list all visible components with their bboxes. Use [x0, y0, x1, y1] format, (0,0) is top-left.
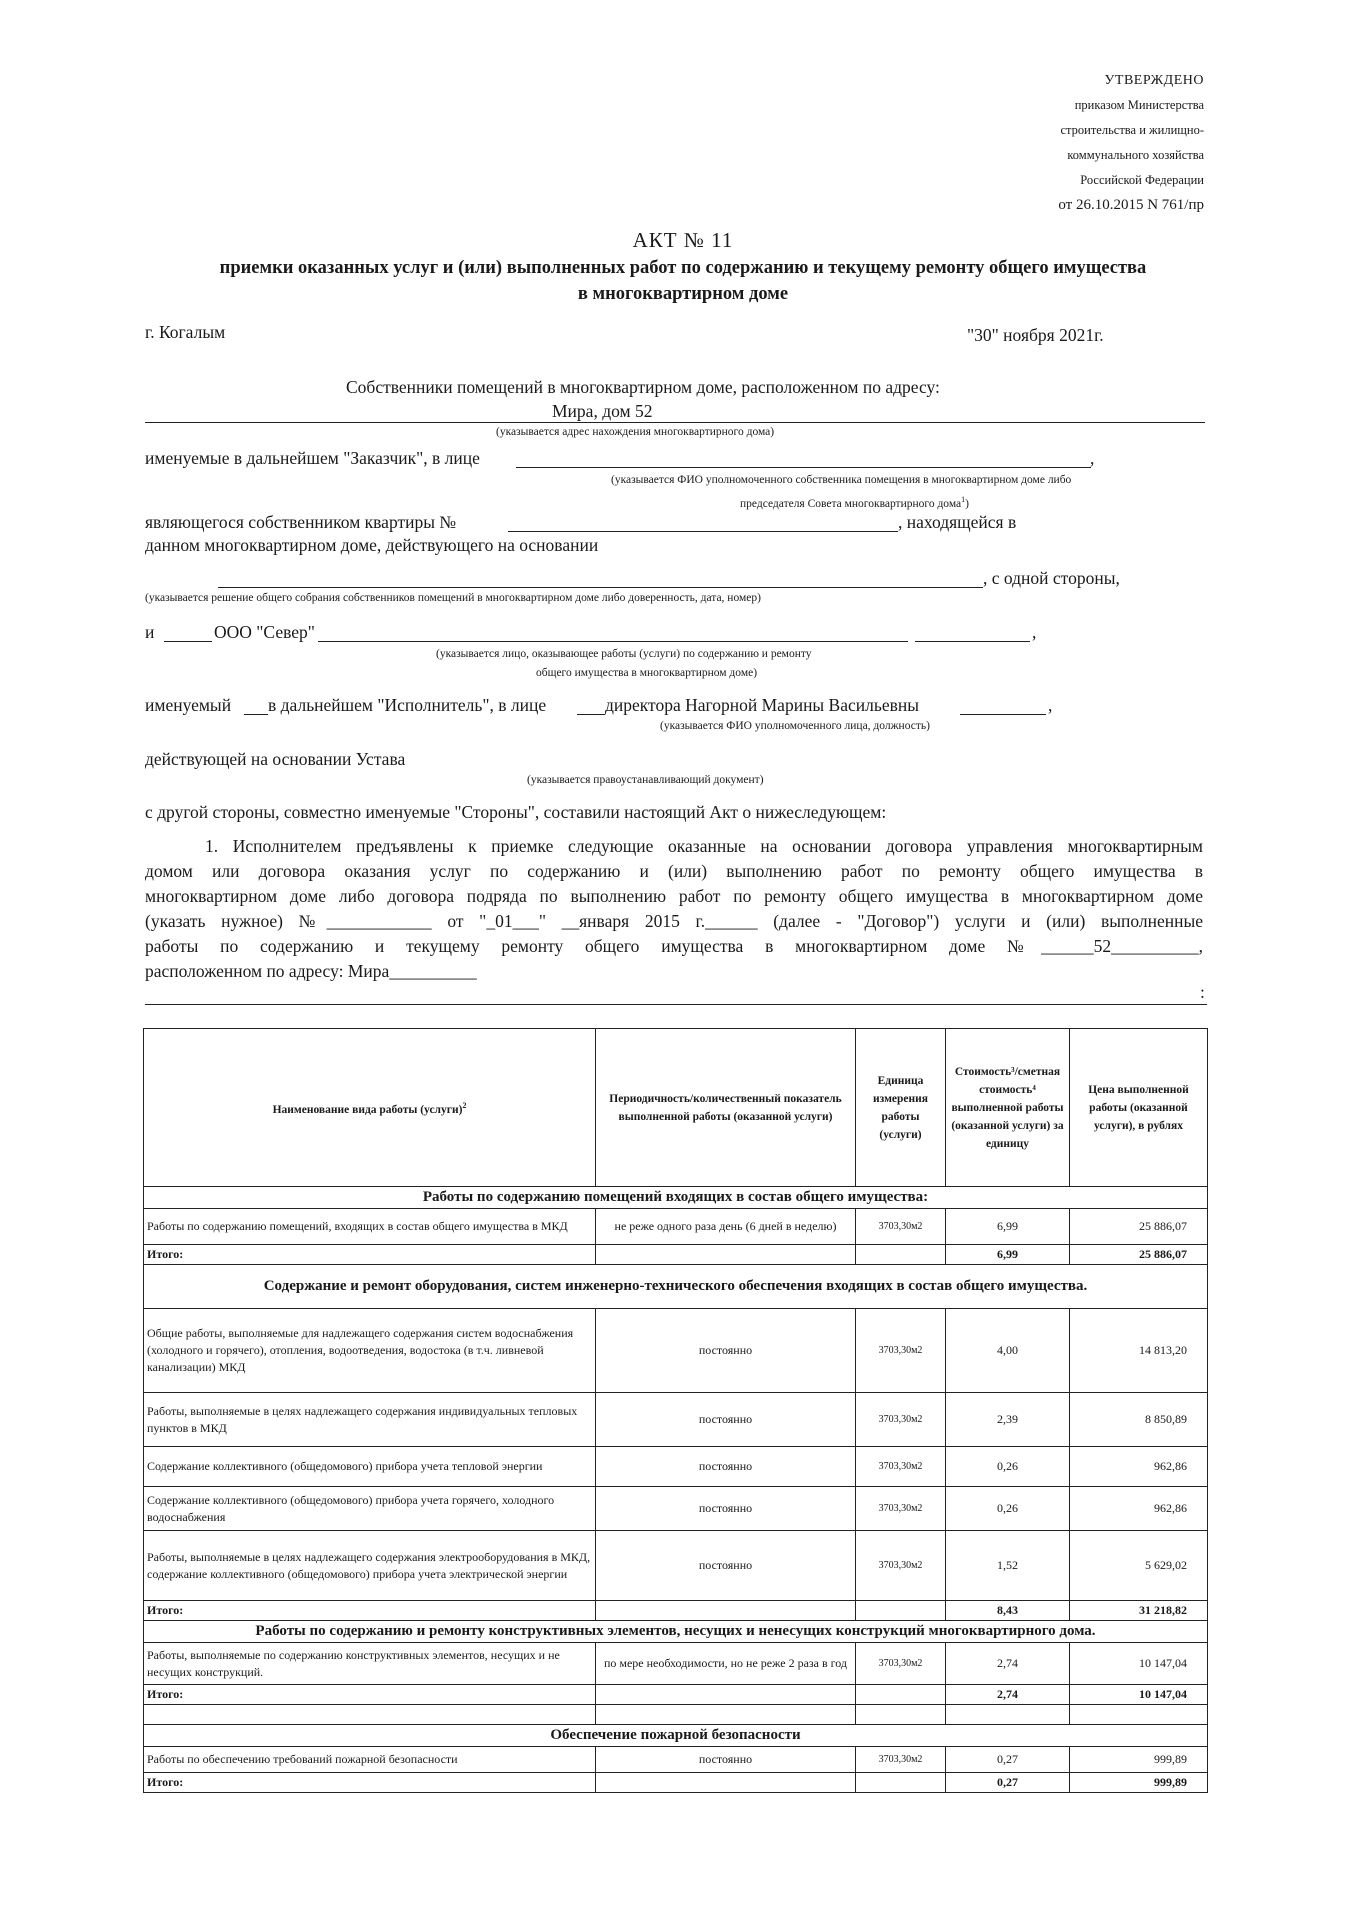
- cell-cost: 0,26: [946, 1487, 1070, 1531]
- cell-name: Работы по обеспечению требований пожарной безопасности: [144, 1747, 596, 1773]
- cell-name: Работы, выполняемые по содержанию конструктивных элементов, несущих и не несущих конструкций.: [144, 1643, 596, 1685]
- section-title: Работы по содержанию и ремонту конструктивных элементов, несущих и ненесущих конструкций многоквартирного дома.: [144, 1621, 1208, 1643]
- paragraph-line: 1. Исполнителем предъявлены к приемке следующие оказанные на основании договора управления многоквартирным: [205, 836, 1203, 856]
- total-price: 999,89: [1070, 1773, 1208, 1793]
- contractor-line-2: [915, 641, 1030, 642]
- comma: ,: [1032, 622, 1037, 642]
- section-title-row: [144, 1621, 1208, 1643]
- cell-cost: 6,99: [946, 1209, 1070, 1245]
- cell-unit: 3703,30м2: [856, 1531, 946, 1601]
- act-title-line: в многоквартирном доме: [577, 284, 789, 304]
- column-header-price: Цена выполненной работы (оказанной услуги), в рублях: [1070, 1029, 1208, 1187]
- total-price: 31 218,82: [1070, 1601, 1208, 1621]
- cell-cost: 2,74: [946, 1643, 1070, 1685]
- paragraph-1: [145, 834, 1203, 984]
- total-cost: 8,43: [946, 1601, 1070, 1621]
- total-row: [144, 1601, 1208, 1621]
- executor-pre-line: [577, 714, 605, 715]
- total-price: 25 886,07: [1070, 1245, 1208, 1265]
- and-text: и: [145, 622, 155, 642]
- executor-text: в дальнейшем "Исполнитель", в лице: [268, 695, 547, 715]
- cell-name: Работы, выполняемые в целях надлежащего содержания индивидуальных тепловых пунктов в МКД: [144, 1393, 596, 1447]
- section-title-row: [144, 1725, 1208, 1747]
- table-row: [144, 1643, 1208, 1685]
- executor-text: именуемый: [145, 695, 232, 715]
- cell-unit: 3703,30м2: [856, 1309, 946, 1393]
- total-label: Итого:: [144, 1601, 596, 1621]
- contractor-value: ООО "Север": [214, 622, 315, 642]
- act-number: АКТ № 11: [632, 228, 734, 252]
- total-row: [144, 1773, 1208, 1793]
- cell-period: постоянно: [596, 1531, 856, 1601]
- act-date: "30" ноября 2021г.: [967, 325, 1104, 345]
- other-side-text: с другой стороны, совместно именуемые "Стороны", составили настоящий Акт о нижеследующем:: [145, 802, 887, 822]
- total-cost: 0,27: [946, 1773, 1070, 1793]
- acting-text: действующей на основании Устава: [145, 749, 406, 769]
- located-text: , находящейся в: [898, 512, 1017, 532]
- total-row: [144, 1685, 1208, 1705]
- approved-line: приказом Министерства: [1074, 98, 1204, 112]
- paragraph-line: многоквартирном доме либо договора подряда по выполнению работ по ремонту общего имущества в многоквартирном доме: [145, 886, 1203, 906]
- basis-text: данном многоквартирном доме, действующего на основании: [145, 535, 599, 555]
- cell-period: постоянно: [596, 1309, 856, 1393]
- contractor-pre-line: [164, 641, 212, 642]
- cell-price: 8 850,89: [1070, 1393, 1208, 1447]
- cell-price: 962,86: [1070, 1447, 1208, 1487]
- address-line: [145, 422, 1205, 423]
- cell-unit: 3703,30м2: [856, 1747, 946, 1773]
- section-title: Работы по содержанию помещений входящих в состав общего имущества:: [144, 1187, 1208, 1209]
- basis-line: [218, 587, 983, 588]
- place: г. Когалым: [145, 322, 226, 342]
- column-header-period: Периодичность/количественный показатель выполненной работы (оказанной услуги): [596, 1029, 856, 1187]
- cell-period: постоянно: [596, 1487, 856, 1531]
- owner-apartment-text: являющегося собственником квартиры №: [145, 512, 457, 532]
- total-label: Итого:: [144, 1685, 596, 1705]
- cell-cost: 2,39: [946, 1393, 1070, 1447]
- table-row: [144, 1531, 1208, 1601]
- cell-name: Общие работы, выполняемые для надлежащего содержания систем водоснабжения (холодного и горячего), отопления, водоотведения, водостока (в т.ч. ливневой канализации) МКД: [144, 1309, 596, 1393]
- cell-cost: 4,00: [946, 1309, 1070, 1393]
- act-title-line: приемки оказанных услуг и (или) выполненных работ по содержанию и текущему ремонту общего имущества: [219, 258, 1147, 278]
- customer-line: [516, 467, 1091, 468]
- cell-price: 5 629,02: [1070, 1531, 1208, 1601]
- cell-period: постоянно: [596, 1393, 856, 1447]
- section-title-row: [144, 1265, 1208, 1309]
- basis-hint: (указывается решение общего собрания собственников помещений в многоквартирном доме либо доверенность, дата, номер): [145, 592, 761, 604]
- cell-period: не реже одного раза день (6 дней в неделю): [596, 1209, 856, 1245]
- section-title: Обеспечение пожарной безопасности: [144, 1725, 1208, 1747]
- table-header-row: [144, 1029, 1208, 1187]
- cell-name: Содержание коллективного (общедомового) прибора учета тепловой энергии: [144, 1447, 596, 1487]
- total-row: [144, 1245, 1208, 1265]
- cell-cost: 0,26: [946, 1447, 1070, 1487]
- cell-cost: 1,52: [946, 1531, 1070, 1601]
- table-row: [144, 1447, 1208, 1487]
- total-label: Итого:: [144, 1245, 596, 1265]
- approved-line: строительства и жилищно-: [1060, 123, 1204, 137]
- cell-price: 962,86: [1070, 1487, 1208, 1531]
- cell-period: по мере необходимости, но не реже 2 раза в год: [596, 1643, 856, 1685]
- cell-unit: 3703,30м2: [856, 1393, 946, 1447]
- empty-row: [144, 1705, 1208, 1725]
- address-hint: (указывается адрес нахождения многоквартирного дома): [496, 426, 775, 438]
- cell-period: постоянно: [596, 1447, 856, 1487]
- approved-line: коммунального хозяйства: [1067, 148, 1204, 162]
- cell-unit: 3703,30м2: [856, 1643, 946, 1685]
- approved-line: от 26.10.2015 N 761/пр: [1058, 197, 1204, 213]
- cell-name: Содержание коллективного (общедомового) прибора учета горячего, холодного водоснабжения: [144, 1487, 596, 1531]
- contractor-hint: (указывается лицо, оказывающее работы (услуги) по содержанию и ремонту: [436, 648, 812, 660]
- column-header-name: Наименование вида работы (услуги)$^2$: [144, 1029, 596, 1187]
- cell-price: 10 147,04: [1070, 1643, 1208, 1685]
- works-table: [143, 1028, 1208, 1793]
- cell-unit: 3703,30м2: [856, 1209, 946, 1245]
- executor-short-line: [244, 714, 268, 715]
- one-side-text: , с одной стороны,: [983, 568, 1120, 588]
- cell-period: постоянно: [596, 1747, 856, 1773]
- executor-hint: (указывается ФИО уполномоченного лица, должность): [660, 720, 930, 732]
- comma: ,: [1048, 695, 1053, 715]
- address-value: Мира, дом 52: [552, 401, 653, 421]
- table-row: [144, 1209, 1208, 1245]
- approved-line: Российской Федерации: [1080, 173, 1204, 187]
- comma: ,: [1090, 448, 1095, 468]
- total-cost: 6,99: [946, 1245, 1070, 1265]
- executor-value: директора Нагорной Марины Васильевны: [605, 695, 920, 715]
- section-title-row: [144, 1187, 1208, 1209]
- acting-hint: (указывается правоустанавливающий документ): [527, 774, 764, 786]
- column-header-cost: Стоимость³/сметная стоимость⁴ выполненной работы (оказанной услуги) за единицу: [946, 1029, 1070, 1187]
- paragraph-line: домом или договора оказания услуг по содержанию и (или) выполнению работ по ремонту общего имущества в: [145, 861, 1203, 881]
- cell-unit: 3703,30м2: [856, 1487, 946, 1531]
- total-cost: 2,74: [946, 1685, 1070, 1705]
- owners-text: Собственники помещений в многоквартирном доме, расположенном по адресу:: [346, 377, 940, 397]
- total-label: Итого:: [144, 1773, 596, 1793]
- customer-text: именуемые в дальнейшем "Заказчик", в лице: [145, 448, 480, 468]
- cell-price: 25 886,07: [1070, 1209, 1208, 1245]
- cell-cost: 0,27: [946, 1747, 1070, 1773]
- cell-price: 14 813,20: [1070, 1309, 1208, 1393]
- total-price: 10 147,04: [1070, 1685, 1208, 1705]
- paragraph-line: расположенном по адресу: Мира__________: [145, 961, 477, 981]
- table-row: [144, 1309, 1208, 1393]
- section-title: Содержание и ремонт оборудования, систем инженерно-технического обеспечения входящих в состав общего имущества.: [144, 1265, 1208, 1309]
- cell-unit: 3703,30м2: [856, 1447, 946, 1487]
- cell-price: 999,89: [1070, 1747, 1208, 1773]
- approved-heading: УТВЕРЖДЕНО: [1104, 73, 1204, 88]
- cell-name: Работы, выполняемые в целях надлежащего содержания электрооборудования в МКД, содержание коллективного (общедомового) прибора учета электрической энергии: [144, 1531, 596, 1601]
- paragraph-line: работы по содержанию и текущему ремонту общего имущества в многоквартирном доме №______52__________,: [145, 936, 1203, 956]
- colon: :: [1200, 982, 1205, 1002]
- paragraph-line: (указать нужное) №____________ от "_01___" __января 2015 г.______ (далее - "Договор") услуги и (или) выполненные: [145, 911, 1203, 931]
- cell-name: Работы по содержанию помещений, входящих в состав общего имущества в МКД: [144, 1209, 596, 1245]
- contractor-hint: общего имущества в многоквартирном доме): [536, 667, 758, 679]
- approval-stamp: [1058, 68, 1204, 218]
- customer-hint: председателя Совета многоквартирного дома$^1$): [740, 495, 969, 510]
- contractor-line: [318, 641, 908, 642]
- address-continuation-line: [145, 1004, 1207, 1005]
- table-row: [144, 1393, 1208, 1447]
- column-header-unit: Единица измерения работы (услуги): [856, 1029, 946, 1187]
- customer-hint: (указывается ФИО уполномоченного собственника помещения в многоквартирном доме либо: [611, 474, 1072, 486]
- table-row: [144, 1487, 1208, 1531]
- apartment-line: [508, 531, 898, 532]
- table-row: [144, 1747, 1208, 1773]
- executor-post-line: [960, 714, 1046, 715]
